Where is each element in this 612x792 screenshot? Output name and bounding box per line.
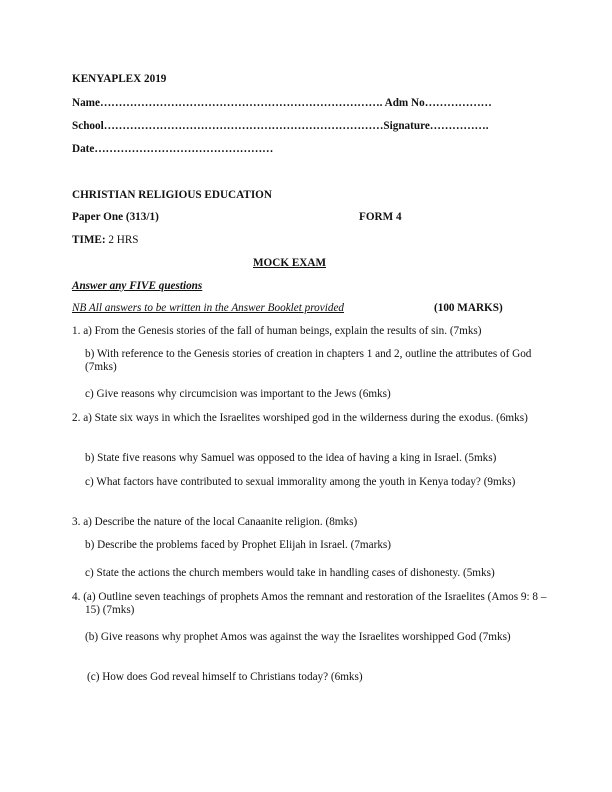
paper-label: Paper One (313/1)	[72, 211, 159, 223]
question-1c: c) Give reasons why circumcision was important to the Jews (6mks)	[85, 388, 391, 400]
question-3c: c) State the actions the church members would take in handling cases of dishonesty. (5mks)	[85, 567, 495, 579]
date-field: Date…………………………………………	[72, 143, 274, 155]
question-1a: 1. a) From the Genesis stories of the fall of human beings, explain the results of sin. (7mks)	[72, 325, 482, 337]
name-field: Name…………………………………………………………………. Adm No………………	[72, 97, 492, 109]
exam-body-title: KENYAPLEX 2019	[72, 73, 167, 85]
time-value: 2 HRS	[105, 234, 139, 246]
question-2b: b) State five reasons why Samuel was opposed to the idea of having a king in Israel. (5mks)	[85, 452, 497, 464]
question-3a: 3. a) Describe the nature of the local Canaanite religion. (8mks)	[72, 516, 358, 528]
school-field: School…………………………………………………………………Signature…………….	[72, 120, 489, 132]
total-marks: (100 MARKS)	[434, 302, 503, 314]
question-2a: 2. a) State six ways in which the Israelites worshiped god in the wilderness during the exodus. (6mks)	[72, 412, 528, 424]
time-label: TIME:	[72, 234, 106, 246]
note: NB All answers to be written in the Answer Booklet provided	[72, 302, 345, 314]
question-4b: (b) Give reasons why prophet Amos was against the way the Israelites worshipped God (7mks)	[85, 631, 511, 643]
time-line	[72, 234, 139, 247]
subject-title: CHRISTIAN RELIGIOUS EDUCATION	[72, 189, 272, 201]
form-label: FORM 4	[359, 211, 402, 223]
question-4a: 4. (a) Outline seven teachings of prophets Amos the remnant and restoration of the Israelites (Amos 9: 8 – 15) (7mks)	[72, 591, 547, 616]
question-2c: c) What factors have contributed to sexual immorality among the youth in Kenya today? (9mks)	[85, 476, 516, 488]
instruction: Answer any FIVE questions	[72, 280, 203, 292]
question-3b: b) Describe the problems faced by Prophet Elijah in Israel. (7marks)	[85, 539, 392, 551]
exam-type-heading: MOCK EXAM	[253, 257, 327, 269]
question-1b: b) With reference to the Genesis stories of creation in chapters 1 and 2, outline the attributes of God (7mks)	[85, 348, 532, 373]
question-4c: (c) How does God reveal himself to Christians today? (6mks)	[87, 671, 363, 683]
